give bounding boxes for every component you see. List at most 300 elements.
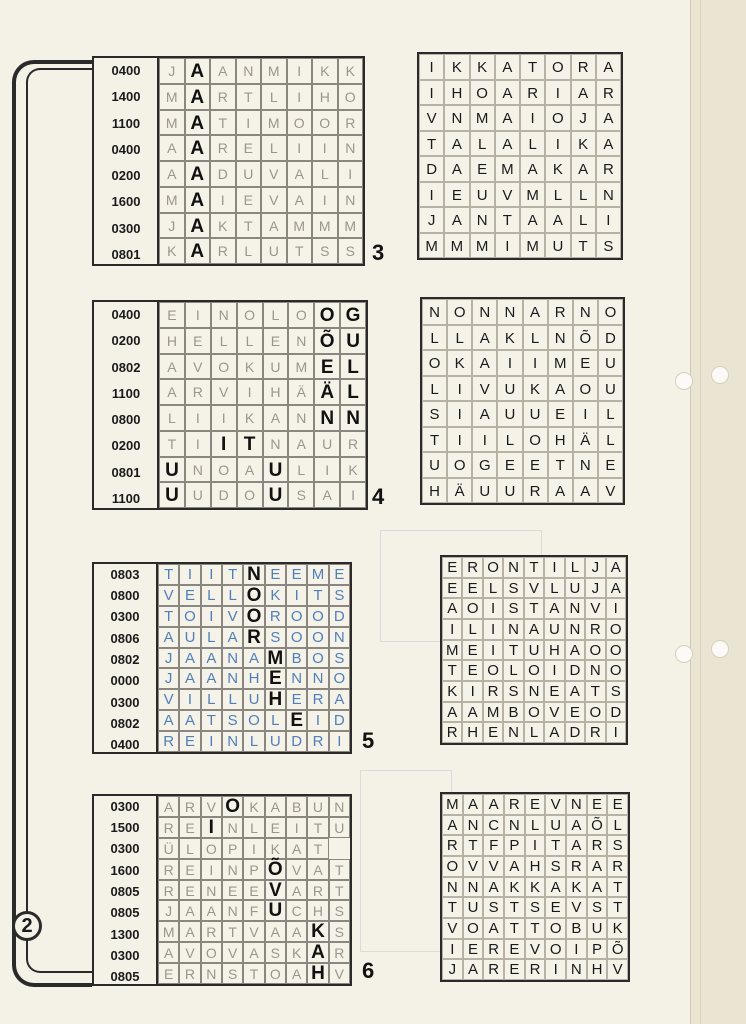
code-value: 0400: [111, 141, 141, 157]
highlighted-letter-cell: N: [243, 564, 264, 585]
letter-cell: A: [201, 668, 222, 689]
answer-letter-cell: I: [419, 80, 444, 106]
letter-cell: S: [265, 627, 286, 648]
letter-cell: R: [338, 110, 364, 136]
answer-letter-cell: T: [463, 835, 484, 856]
letter-cell: D: [329, 606, 350, 627]
answer-letter-cell: A: [587, 877, 608, 898]
answer-letter-cell: Õ: [607, 939, 628, 960]
answer-letter-cell: U: [544, 619, 564, 640]
answer-letter-cell: I: [545, 131, 570, 157]
letter-cell: S: [288, 482, 314, 508]
answer-letter-cell: N: [504, 815, 525, 836]
answer-letter-cell: U: [598, 350, 623, 376]
letter-cell: J: [158, 668, 179, 689]
answer-letter-cell: E: [545, 897, 566, 918]
answer-letter-cell: K: [525, 877, 546, 898]
answer-letter-cell: I: [447, 401, 472, 427]
answer-letter-cell: A: [463, 794, 484, 815]
letter-cell: R: [265, 606, 286, 627]
letter-cell: R: [307, 880, 328, 901]
letter-cell: L: [261, 84, 287, 110]
answer-letter-cell: T: [504, 918, 525, 939]
letter-cell: A: [179, 668, 200, 689]
answer-letter-cell: R: [504, 794, 525, 815]
answer-letter-cell: E: [462, 660, 482, 681]
answer-letter-cell: T: [545, 835, 566, 856]
answer-letter-cell: I: [442, 619, 462, 640]
letter-cell: S: [329, 585, 350, 606]
letter-cell: V: [286, 859, 307, 880]
answer-letter-cell: N: [422, 299, 447, 325]
answer-grid: [417, 52, 623, 260]
letter-cell: E: [159, 302, 185, 328]
answer-letter-cell: Ä: [573, 427, 598, 453]
letter-cell: L: [201, 627, 222, 648]
answer-letter-cell: A: [573, 478, 598, 504]
letter-cell: L: [222, 689, 243, 710]
answer-letter-cell: M: [520, 182, 545, 208]
answer-letter-cell: F: [483, 835, 504, 856]
answer-letter-cell: R: [587, 835, 608, 856]
answer-letter-cell: N: [503, 722, 523, 743]
answer-letter-cell: V: [566, 897, 587, 918]
letter-cell: N: [211, 302, 237, 328]
letter-cell: R: [329, 942, 350, 963]
letter-cell: N: [222, 648, 243, 669]
answer-letter-cell: M: [495, 156, 520, 182]
code-value: 0300: [110, 694, 140, 710]
letter-cell: K: [237, 405, 263, 431]
letter-cell: R: [179, 963, 200, 984]
answer-letter-cell: T: [525, 918, 546, 939]
answer-letter-cell: H: [525, 856, 546, 877]
answer-letter-cell: T: [503, 640, 523, 661]
answer-letter-cell: V: [607, 959, 628, 980]
letter-cell: L: [179, 838, 200, 859]
answer-letter-cell: M: [470, 233, 495, 259]
letter-cell: R: [201, 921, 222, 942]
highlighted-letter-cell: A: [185, 161, 211, 187]
answer-letter-cell: K: [571, 131, 596, 157]
letter-cell: M: [312, 213, 338, 239]
letter-cell: U: [314, 431, 340, 457]
answer-letter-cell: A: [545, 207, 570, 233]
letter-cell: K: [159, 238, 185, 264]
letter-cell: K: [237, 354, 263, 380]
answer-letter-cell: T: [607, 897, 628, 918]
letter-cell: N: [222, 817, 243, 838]
code-value: 1100: [111, 385, 141, 401]
code-value: 1500: [110, 820, 140, 835]
highlighted-letter-cell: K: [307, 921, 328, 942]
answer-letter-cell: U: [565, 578, 585, 599]
letter-cell: A: [159, 379, 185, 405]
answer-letter-cell: S: [587, 897, 608, 918]
letter-cell: R: [340, 431, 366, 457]
letter-cell: A: [201, 648, 222, 669]
letter-cell: I: [312, 187, 338, 213]
letter-cell: T: [307, 817, 328, 838]
letter-cell: S: [329, 648, 350, 669]
code-value: 0000: [110, 673, 140, 689]
answer-letter-cell: A: [523, 299, 548, 325]
letter-cell: R: [210, 238, 236, 264]
answer-letter-cell: N: [497, 299, 522, 325]
answer-letter-cell: O: [523, 427, 548, 453]
letter-cell: V: [179, 942, 200, 963]
letter-cell: A: [287, 161, 313, 187]
puzzle-number: 6: [362, 958, 375, 983]
letter-cell: D: [210, 161, 236, 187]
answer-letter-cell: K: [523, 376, 548, 402]
answer-letter-cell: E: [607, 794, 628, 815]
answer-letter-cell: A: [495, 80, 520, 106]
letter-cell: C: [286, 900, 307, 921]
answer-letter-cell: V: [463, 856, 484, 877]
letter-cell: O: [329, 668, 350, 689]
answer-letter-cell: A: [442, 702, 462, 723]
answer-letter-cell: L: [470, 131, 495, 157]
letter-cell: A: [243, 648, 264, 669]
answer-grid: [420, 297, 625, 505]
answer-letter-cell: A: [504, 856, 525, 877]
answer-letter-cell: U: [497, 376, 522, 402]
answer-letter-cell: O: [524, 702, 544, 723]
code-value: 0200: [111, 333, 141, 349]
answer-letter-cell: A: [483, 794, 504, 815]
highlighted-letter-cell: A: [185, 187, 211, 213]
code-value: 1100: [111, 490, 141, 506]
answer-letter-cell: O: [462, 598, 482, 619]
letter-cell: L: [312, 161, 338, 187]
letter-cell: M: [159, 187, 185, 213]
letter-cell: R: [307, 731, 328, 752]
answer-letter-cell: U: [497, 478, 522, 504]
letter-cell: A: [286, 921, 307, 942]
letter-cell: A: [179, 921, 200, 942]
answer-letter-cell: R: [523, 478, 548, 504]
highlighted-letter-cell: L: [340, 354, 366, 380]
highlighted-letter-cell: U: [265, 900, 286, 921]
answer-letter-cell: A: [571, 80, 596, 106]
answer-letter-cell: T: [571, 233, 596, 259]
highlighted-letter-cell: R: [243, 627, 264, 648]
highlighted-letter-cell: U: [263, 482, 289, 508]
answer-letter-cell: R: [566, 856, 587, 877]
highlighted-letter-cell: Õ: [265, 859, 286, 880]
code-value: 0400: [110, 737, 140, 753]
answer-letter-cell: M: [548, 350, 573, 376]
answer-letter-cell: L: [422, 325, 447, 351]
answer-letter-cell: L: [520, 131, 545, 157]
code-value: 0802: [110, 652, 140, 667]
answer-letter-cell: A: [444, 207, 469, 233]
letter-cell: E: [179, 585, 200, 606]
letter-cell: L: [243, 731, 264, 752]
answer-letter-cell: O: [524, 660, 544, 681]
answer-letter-cell: T: [419, 131, 444, 157]
answer-letter-cell: R: [520, 80, 545, 106]
answer-letter-cell: L: [497, 427, 522, 453]
answer-letter-cell: R: [596, 80, 621, 106]
answer-letter-cell: L: [565, 557, 585, 578]
letter-cell: R: [158, 817, 179, 838]
letter-cell: R: [210, 135, 236, 161]
letter-cell: J: [158, 648, 179, 669]
answer-letter-cell: N: [442, 877, 463, 898]
highlighted-letter-cell: A: [185, 58, 211, 84]
answer-letter-cell: H: [462, 722, 482, 743]
letter-cell: I: [201, 731, 222, 752]
answer-letter-cell: U: [598, 376, 623, 402]
answer-letter-cell: N: [463, 877, 484, 898]
answer-letter-cell: A: [571, 156, 596, 182]
answer-letter-cell: M: [483, 702, 503, 723]
code-value: 0805: [110, 969, 140, 985]
letter-cell: M: [261, 110, 287, 136]
letter-cell: K: [265, 838, 286, 859]
highlighted-letter-cell: T: [237, 431, 263, 457]
letter-cell: N: [329, 796, 350, 817]
letter-cell: I: [340, 482, 366, 508]
answer-letter-cell: E: [444, 182, 469, 208]
binding-flap: [690, 0, 746, 1024]
answer-letter-cell: A: [544, 598, 564, 619]
letter-cell: I: [236, 110, 262, 136]
answer-letter-cell: L: [571, 182, 596, 208]
answer-letter-cell: R: [483, 959, 504, 980]
answer-letter-cell: Õ: [587, 815, 608, 836]
answer-letter-cell: S: [503, 598, 523, 619]
letter-cell: V: [329, 963, 350, 984]
answer-letter-cell: O: [463, 918, 484, 939]
answer-letter-cell: V: [442, 918, 463, 939]
answer-letter-cell: T: [504, 897, 525, 918]
letter-cell: E: [185, 328, 211, 354]
letter-cell: I: [286, 585, 307, 606]
letter-cell: N: [222, 900, 243, 921]
letter-cell: I: [307, 710, 328, 731]
letter-cell: I: [338, 161, 364, 187]
letter-cell: K: [286, 942, 307, 963]
answer-letter-cell: I: [566, 939, 587, 960]
answer-letter-cell: N: [503, 557, 523, 578]
highlighted-letter-cell: O: [314, 302, 340, 328]
puzzle-grid: [157, 56, 365, 266]
code-value: 1400: [111, 89, 141, 105]
letter-cell: R: [158, 731, 179, 752]
code-column: [92, 794, 156, 986]
letter-cell: I: [201, 606, 222, 627]
code-value: 0800: [110, 588, 140, 603]
letter-cell: K: [312, 58, 338, 84]
answer-letter-cell: A: [545, 877, 566, 898]
highlighted-letter-cell: O: [243, 585, 264, 606]
letter-cell: B: [286, 796, 307, 817]
answer-letter-cell: A: [548, 478, 573, 504]
answer-letter-cell: K: [447, 350, 472, 376]
answer-letter-cell: S: [607, 835, 628, 856]
letter-cell: E: [222, 880, 243, 901]
answer-letter-cell: R: [442, 835, 463, 856]
answer-letter-cell: I: [442, 939, 463, 960]
letter-cell: M: [159, 84, 185, 110]
answer-letter-cell: N: [596, 182, 621, 208]
answer-letter-cell: S: [596, 233, 621, 259]
answer-letter-cell: G: [472, 452, 497, 478]
answer-letter-cell: M: [470, 105, 495, 131]
answer-letter-cell: I: [544, 557, 564, 578]
highlighted-letter-cell: L: [340, 379, 366, 405]
answer-letter-cell: L: [571, 207, 596, 233]
letter-cell: J: [159, 58, 185, 84]
answer-letter-cell: E: [544, 681, 564, 702]
letter-cell: I: [201, 859, 222, 880]
letter-cell: O: [307, 606, 328, 627]
answer-letter-cell: I: [545, 959, 566, 980]
letter-cell: T: [222, 921, 243, 942]
answer-letter-cell: E: [525, 794, 546, 815]
letter-cell: H: [243, 668, 264, 689]
answer-letter-cell: R: [585, 722, 605, 743]
letter-cell: L: [288, 457, 314, 483]
letter-cell: H: [312, 84, 338, 110]
letter-cell: U: [307, 796, 328, 817]
punch-hole: [711, 366, 729, 384]
letter-cell: N: [338, 187, 364, 213]
letter-cell: M: [158, 921, 179, 942]
letter-cell: A: [237, 457, 263, 483]
answer-letter-cell: H: [444, 80, 469, 106]
answer-letter-cell: N: [472, 299, 497, 325]
answer-letter-cell: I: [596, 207, 621, 233]
letter-cell: N: [338, 135, 364, 161]
answer-letter-cell: V: [495, 182, 520, 208]
letter-cell: T: [159, 431, 185, 457]
answer-letter-cell: M: [444, 233, 469, 259]
answer-letter-cell: O: [598, 299, 623, 325]
letter-cell: T: [210, 110, 236, 136]
answer-letter-cell: M: [419, 233, 444, 259]
answer-letter-cell: S: [503, 578, 523, 599]
letter-cell: V: [243, 921, 264, 942]
answer-letter-cell: U: [545, 233, 570, 259]
letter-cell: E: [179, 731, 200, 752]
answer-letter-cell: V: [524, 578, 544, 599]
letter-cell: U: [263, 354, 289, 380]
answer-letter-cell: A: [565, 640, 585, 661]
answer-letter-cell: A: [548, 376, 573, 402]
letter-cell: L: [263, 302, 289, 328]
letter-cell: R: [307, 689, 328, 710]
letter-cell: A: [201, 900, 222, 921]
answer-letter-cell: N: [565, 619, 585, 640]
letter-cell: A: [158, 710, 179, 731]
answer-letter-cell: L: [462, 619, 482, 640]
answer-letter-cell: A: [444, 131, 469, 157]
letter-cell: A: [314, 482, 340, 508]
letter-cell: I: [287, 58, 313, 84]
code-column: [92, 562, 156, 754]
highlighted-letter-cell: E: [265, 668, 286, 689]
answer-letter-cell: I: [472, 427, 497, 453]
answer-letter-cell: E: [523, 452, 548, 478]
code-value: 1600: [110, 862, 140, 878]
letter-cell: A: [286, 838, 307, 859]
answer-letter-cell: I: [483, 619, 503, 640]
letter-cell: A: [263, 405, 289, 431]
code-value: 0806: [110, 630, 140, 646]
letter-cell: S: [329, 921, 350, 942]
letter-cell: R: [185, 379, 211, 405]
letter-cell: V: [185, 354, 211, 380]
letter-cell: E: [158, 963, 179, 984]
page-number-badge: 2: [12, 911, 42, 941]
answer-letter-cell: D: [419, 156, 444, 182]
answer-letter-cell: U: [422, 452, 447, 478]
code-value: 0801: [111, 464, 141, 480]
code-value: 1100: [111, 115, 141, 131]
letter-cell: K: [243, 796, 264, 817]
answer-letter-cell: J: [585, 578, 605, 599]
letter-cell: P: [243, 859, 264, 880]
answer-letter-cell: A: [566, 815, 587, 836]
letter-cell: I: [286, 817, 307, 838]
letter-cell: N: [201, 963, 222, 984]
letter-cell: J: [159, 213, 185, 239]
letter-cell: A: [158, 796, 179, 817]
answer-letter-cell: O: [483, 660, 503, 681]
letter-cell: A: [329, 689, 350, 710]
answer-letter-cell: N: [565, 598, 585, 619]
answer-letter-cell: I: [447, 376, 472, 402]
letter-cell: O: [307, 627, 328, 648]
answer-letter-cell: O: [585, 702, 605, 723]
letter-cell: A: [222, 627, 243, 648]
code-column: [92, 56, 158, 266]
letter-cell: L: [237, 328, 263, 354]
highlighted-letter-cell: I: [201, 817, 222, 838]
letter-cell: K: [340, 457, 366, 483]
letter-cell: A: [307, 859, 328, 880]
answer-letter-cell: V: [585, 598, 605, 619]
answer-letter-cell: S: [545, 856, 566, 877]
letter-cell: L: [236, 238, 262, 264]
highlighted-letter-cell: O: [222, 796, 243, 817]
answer-letter-cell: E: [504, 939, 525, 960]
letter-cell: O: [288, 302, 314, 328]
letter-cell: T: [236, 84, 262, 110]
answer-letter-cell: L: [525, 815, 546, 836]
answer-letter-cell: D: [565, 722, 585, 743]
answer-letter-cell: T: [495, 207, 520, 233]
answer-letter-cell: L: [607, 815, 628, 836]
answer-letter-cell: R: [462, 557, 482, 578]
answer-letter-cell: I: [419, 54, 444, 80]
letter-cell: I: [185, 431, 211, 457]
letter-cell: M: [261, 58, 287, 84]
answer-letter-cell: P: [504, 835, 525, 856]
letter-cell: E: [263, 328, 289, 354]
letter-cell: I: [287, 135, 313, 161]
code-column: [92, 300, 158, 510]
answer-letter-cell: N: [444, 105, 469, 131]
letter-cell: R: [210, 84, 236, 110]
letter-cell: V: [261, 161, 287, 187]
answer-letter-cell: T: [442, 660, 462, 681]
answer-letter-cell: U: [523, 401, 548, 427]
